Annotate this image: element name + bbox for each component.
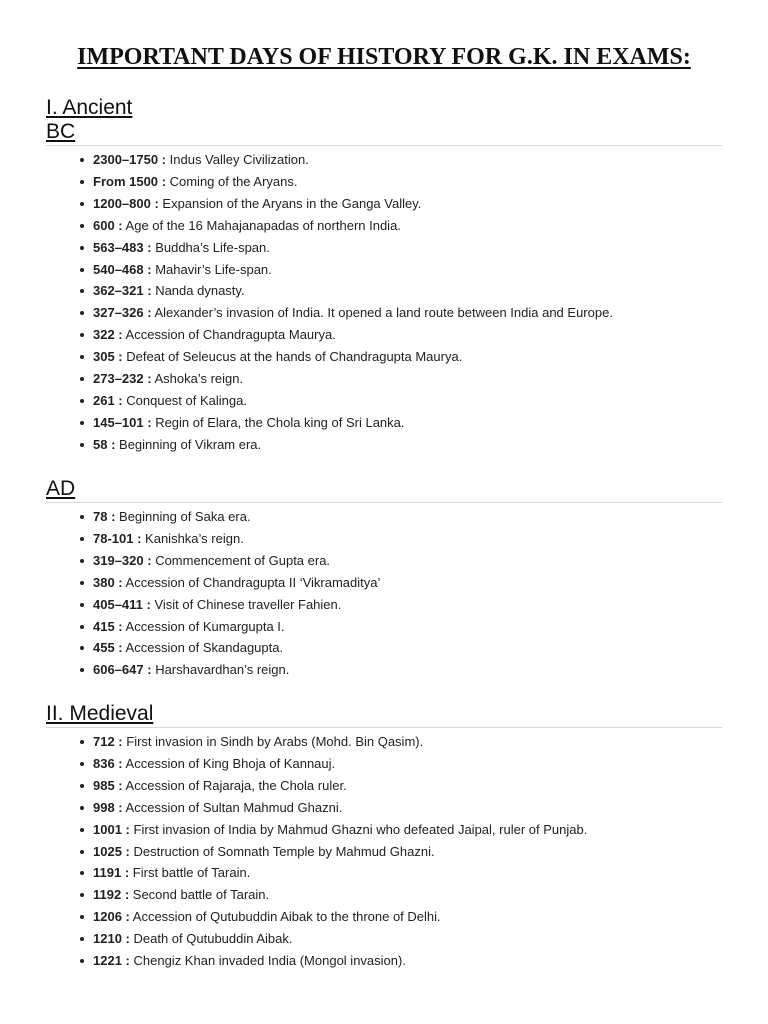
- timeline-entry: [46, 434, 722, 456]
- timeline-entry: [46, 950, 722, 972]
- timeline-entry: [46, 368, 722, 390]
- entry-date: 405–411 :: [93, 596, 151, 612]
- entry-text: Accession of Qutubuddin Aibak to the throne of Delhi.: [132, 909, 441, 925]
- entry-date: 600 :: [93, 217, 123, 233]
- entry-text: Age of the 16 Mahajanapadas of northern India.: [125, 217, 401, 233]
- entry-date: 1025 :: [93, 843, 130, 859]
- entry-date: 1210 :: [93, 931, 130, 947]
- timeline-entry: [46, 215, 722, 237]
- entry-text: Ashoka’s reign.: [154, 371, 244, 387]
- timeline-entry: [46, 775, 722, 797]
- entry-text: Kanishka’s reign.: [145, 530, 244, 546]
- entry-date: 319–320 :: [93, 552, 152, 568]
- entry-date: 78-101 :: [93, 530, 142, 546]
- entry-text: Accession of Chandragupta Maurya.: [125, 327, 336, 343]
- entry-date: From 1500 :: [93, 173, 166, 189]
- timeline-entry: [46, 731, 722, 753]
- entry-date: 998 :: [93, 799, 123, 815]
- entry-text: Accession of Sultan Mahmud Ghazni.: [125, 799, 343, 815]
- timeline-entry: [46, 412, 722, 434]
- entry-date: 985 :: [93, 777, 123, 793]
- timeline-entry: [46, 528, 722, 550]
- entry-date: 1191 :: [93, 865, 130, 881]
- entry-date: 415 :: [93, 618, 123, 634]
- timeline-entry: [46, 259, 722, 281]
- timeline-entry: [46, 324, 722, 346]
- entry-date: 327–326 :: [93, 305, 152, 321]
- timeline-entry: [46, 506, 722, 528]
- entry-text: First battle of Tarain.: [132, 865, 251, 881]
- timeline-entry: [46, 193, 722, 215]
- entry-date: 1206 :: [93, 909, 130, 925]
- entry-date: 455 :: [93, 640, 123, 656]
- entry-date: 606–647 :: [93, 662, 152, 678]
- entry-date: 1221 :: [93, 953, 130, 969]
- entry-text: Accession of Chandragupta II ‘Vikramaditya’: [125, 574, 381, 590]
- entry-text: Death of Qutubuddin Aibak.: [133, 931, 293, 947]
- entry-text: Beginning of Saka era.: [119, 509, 251, 524]
- page-title: IMPORTANT DAYS OF HISTORY FOR G.K. IN EXAMS:: [77, 44, 691, 70]
- timeline-entry: [46, 550, 722, 572]
- entry-text: Conquest of Kalinga.: [126, 392, 247, 408]
- timeline-entry: [46, 237, 722, 259]
- section-heading-ancient: I. Ancient: [46, 96, 133, 119]
- section-heading-medieval: II. Medieval: [46, 702, 722, 728]
- entry-text: Second battle of Tarain.: [132, 887, 270, 903]
- timeline-list-bc: [46, 146, 722, 456]
- section-ancient-ad: [46, 477, 722, 681]
- section-ancient-bc: [46, 96, 722, 456]
- entry-text: Indus Valley Civilization.: [169, 152, 309, 167]
- section-heading-bc: BC: [46, 120, 76, 143]
- timeline-entry: [46, 280, 722, 302]
- entry-date: 322 :: [93, 327, 123, 343]
- entry-text: Beginning of Vikram era.: [119, 436, 262, 452]
- entry-date: 261 :: [93, 392, 123, 408]
- timeline-entry: [46, 659, 722, 681]
- entry-date: 540–468 :: [93, 261, 152, 277]
- timeline-entry: [46, 753, 722, 775]
- entry-text: Buddha’s Life-span.: [155, 239, 270, 255]
- timeline-entry: [46, 171, 722, 193]
- timeline-entry: [46, 149, 722, 171]
- entry-date: 305 :: [93, 349, 123, 365]
- section-heading-ad: AD: [46, 477, 722, 503]
- entry-text: Commencement of Gupta era.: [155, 552, 331, 568]
- entry-text: Destruction of Somnath Temple by Mahmud Ghazni.: [133, 843, 435, 859]
- entry-text: Accession of Skandagupta.: [125, 640, 284, 656]
- timeline-entry: [46, 302, 722, 324]
- timeline-entry: [46, 862, 722, 884]
- entry-date: 362–321 :: [93, 283, 152, 299]
- entry-text: Coming of the Aryans.: [169, 173, 298, 189]
- timeline-entry: [46, 841, 722, 863]
- timeline-entry: [46, 594, 722, 616]
- timeline-entry: [46, 572, 722, 594]
- timeline-list-medieval: [46, 728, 722, 972]
- entry-date: 836 :: [93, 755, 123, 771]
- entry-text: First invasion of India by Mahmud Ghazni who defeated Jaipal, ruler of Punjab.: [133, 821, 588, 837]
- entry-text: Alexander’s invasion of India. It opened a land route between India and Europe.: [154, 305, 613, 321]
- entry-date: 78 :: [93, 509, 116, 524]
- entry-date: 273–232 :: [93, 371, 152, 387]
- entry-text: Visit of Chinese traveller Fahien.: [154, 596, 342, 612]
- timeline-entry: [46, 346, 722, 368]
- timeline-entry: [46, 390, 722, 412]
- timeline-entry: [46, 616, 722, 638]
- entry-text: Expansion of the Aryans in the Ganga Valley.: [162, 195, 422, 211]
- entry-text: Accession of Kumargupta I.: [125, 618, 285, 634]
- entry-date: 712 :: [93, 734, 123, 749]
- entry-text: Mahavir’s Life-span.: [155, 261, 272, 277]
- entry-text: Harshavardhan’s reign.: [155, 662, 290, 678]
- entry-text: Nanda dynasty.: [155, 283, 245, 299]
- entry-date: 1001 :: [93, 821, 130, 837]
- timeline-entry: [46, 928, 722, 950]
- timeline-entry: [46, 637, 722, 659]
- entry-text: Accession of Rajaraja, the Chola ruler.: [125, 777, 347, 793]
- entry-text: First invasion in Sindh by Arabs (Mohd. Bin Qasim).: [126, 734, 424, 749]
- timeline-entry: [46, 819, 722, 841]
- entry-date: 380 :: [93, 574, 123, 590]
- entry-date: 1200–800 :: [93, 195, 159, 211]
- timeline-entry: [46, 884, 722, 906]
- section-heading-ancient-bc: [46, 96, 722, 146]
- entry-date: 1192 :: [93, 887, 130, 903]
- entry-date: 563–483 :: [93, 239, 152, 255]
- entry-text: Regin of Elara, the Chola king of Sri Lanka.: [155, 414, 405, 430]
- timeline-list-ad: [46, 503, 722, 681]
- entry-date: 58 :: [93, 436, 116, 452]
- entry-text: Defeat of Seleucus at the hands of Chandragupta Maurya.: [126, 349, 463, 365]
- entry-date: 145–101 :: [93, 414, 152, 430]
- entry-text: Accession of King Bhoja of Kannauj.: [125, 755, 336, 771]
- entry-date: 2300–1750 :: [93, 152, 167, 167]
- timeline-entry: [46, 797, 722, 819]
- timeline-entry: [46, 906, 722, 928]
- section-medieval: [46, 702, 722, 972]
- entry-text: Chengiz Khan invaded India (Mongol invasion).: [133, 953, 406, 969]
